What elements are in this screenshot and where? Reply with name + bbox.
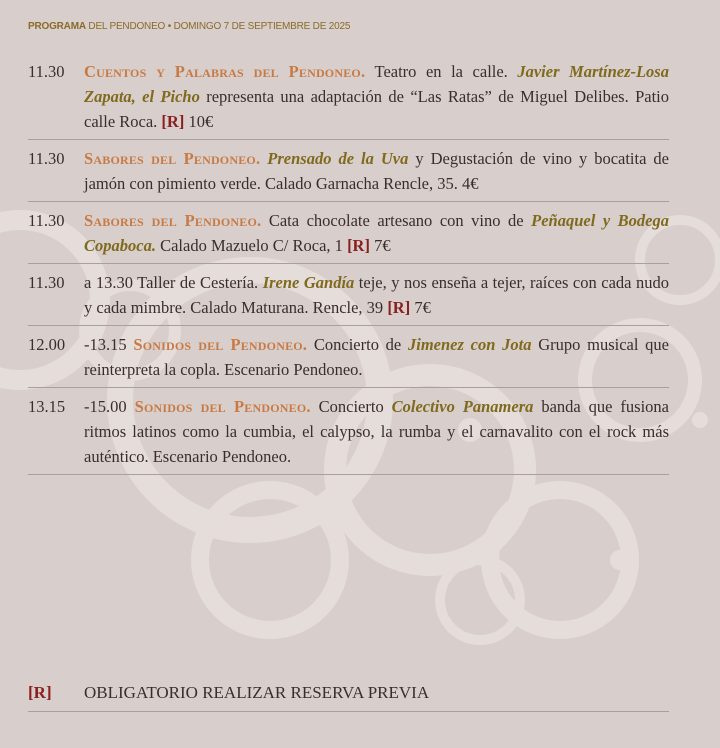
event-text: Concierto de <box>307 335 408 354</box>
header-date: DEL PENDONEO • DOMINGO 7 DE SEPTIEMBRE DE 2025 <box>85 21 351 32</box>
event-price: 7€ <box>369 236 391 255</box>
events-list <box>28 59 669 481</box>
event-category: Sabores del Pendoneo. <box>84 211 262 230</box>
event-text: y Degustación de vino y bocatita de jamón con pimiento verde. Calado Garnacha Rencle, 35. 4€ <box>84 149 669 193</box>
event-text: Calado Mazuelo C/ Roca, 1 <box>155 236 348 255</box>
event-time: 11.30 <box>28 211 65 230</box>
reserve-badge: [R] <box>28 683 52 702</box>
reservation-note <box>28 680 669 712</box>
event-highlight: Javier Martínez-Losa Zapata, el Picho <box>84 62 669 106</box>
page-header <box>28 21 350 32</box>
event-time: 12.00 <box>28 335 66 354</box>
event-text: Grupo musical que reinterpreta la copla. Escenario Pendoneo. <box>84 335 670 379</box>
event-highlight: Irene Gandía <box>262 273 355 292</box>
reservation-note-text: OBLIGATORIO REALIZAR RESERVA PREVIA <box>84 683 430 702</box>
event-item <box>28 394 669 475</box>
event-highlight: Peñaquel y Bodega Copaboca. <box>84 211 669 255</box>
event-end-time: -13.15 <box>84 335 134 354</box>
event-time: 13.15 <box>28 397 66 416</box>
event-item <box>28 332 669 388</box>
event-text: representa una adaptación de “Las Ratas” de Miguel Delibes. Patio calle Roca. <box>84 87 670 131</box>
reserve-badge: [R] <box>387 298 411 317</box>
event-item <box>28 208 669 264</box>
event-item <box>28 270 669 326</box>
event-end-time: -15.00 <box>84 397 135 416</box>
event-text: a 13.30 Taller de Cestería. <box>84 273 263 292</box>
reserve-badge: [R] <box>347 236 370 255</box>
event-time: 11.30 <box>28 149 65 168</box>
event-highlight: Colectivo Panamera <box>391 397 534 416</box>
header-program-label: PROGRAMA <box>28 21 86 32</box>
event-price: 7€ <box>410 298 431 317</box>
event-item <box>28 146 669 202</box>
event-time: 11.30 <box>28 62 65 81</box>
event-text: banda que fusiona ritmos latinos como la cumbia, el calypso, la rumba y el carnavalito con el rock más auténtico. Escenario Pendoneo. <box>84 397 669 466</box>
event-text: Cata chocolate artesano con vino de <box>261 211 532 230</box>
event-text: Concierto <box>310 397 392 416</box>
event-text: teje, y nos enseña a tejer, raíces con cada nudo y cada mimbre. Calado Maturana. Rencle, 39 <box>84 273 669 317</box>
event-category: Cuentos y Palabras del Pendoneo. <box>84 62 366 81</box>
event-item <box>28 59 669 140</box>
event-highlight: Jimenez con Jota <box>408 335 532 354</box>
event-category: Sabores del Pendoneo. <box>84 149 261 168</box>
event-category: Sonidos del Pendoneo. <box>134 397 311 416</box>
event-time: 11.30 <box>28 273 65 292</box>
event-category: Sonidos del Pendoneo. <box>133 335 308 354</box>
event-text: Teatro en la calle. <box>365 62 518 81</box>
event-highlight: Prensado de la Uva <box>267 149 409 168</box>
reserve-badge: [R] <box>161 112 185 131</box>
event-price: 10€ <box>184 112 214 131</box>
